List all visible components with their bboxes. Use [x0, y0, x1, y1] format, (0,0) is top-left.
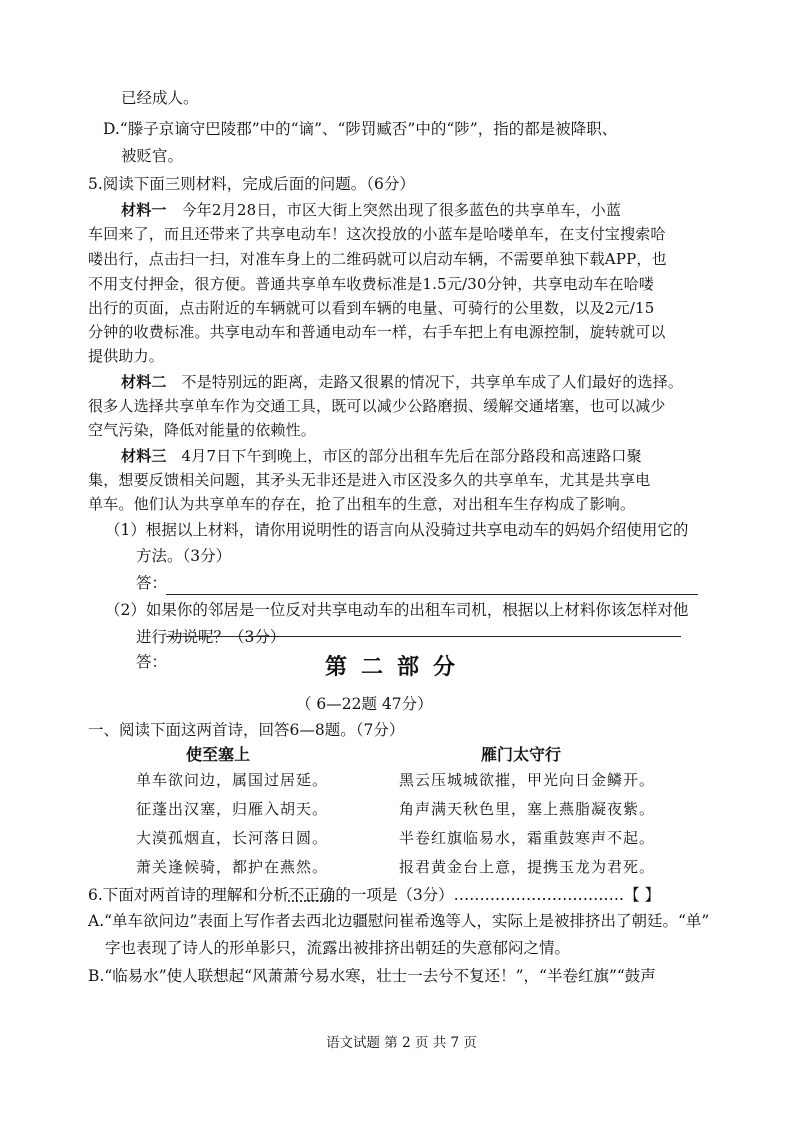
- q6-stem-pre: 6.下面对两首诗的理解和分析: [88, 886, 289, 904]
- page-footer: 语文试题 第 2 页 共 7 页: [326, 1035, 477, 1051]
- q6-stem: [88, 885, 660, 905]
- section-one-stem: 一、阅读下面这两首诗，回答6—8题。（7分）: [88, 721, 405, 739]
- part-two-range: （ 6—22题 47分）: [296, 695, 433, 713]
- q5-sub1-line1: （1）根据以上材料，请你用说明性的语言向从没骑过共享电动车的妈妈介绍使用它的: [105, 521, 689, 539]
- material-3-line1: [121, 446, 642, 466]
- q4-option-c-tail: 已经成人。: [121, 89, 199, 107]
- q6-option-a-line1: A.“单车欲问边”表面上写作者去西北边疆慰问崔希逸等人，实际上是被排挤出了朝廷。“单”: [88, 912, 710, 930]
- material-2-line2: 很多人选择共享单车作为交通工具，既可以减少公路磨损、缓解交通堵塞，也可以减少: [88, 397, 666, 415]
- poem-2-title: 雁门太守行: [481, 745, 562, 764]
- material-1-text: 今年2月28日，市区大街上突然出现了很多蓝色的共享单车，小蓝: [181, 201, 622, 219]
- q5-stem: 5.阅读下面三则材料，完成后面的问题。（6分）: [88, 175, 415, 193]
- material-2-line1: [121, 372, 683, 392]
- poem-2-line-4: 报君黄金台上意，提携玉龙为君死。: [399, 858, 656, 876]
- material-1-label: 材料一: [121, 201, 167, 219]
- q6-stem-post: 的一项是（3分）……………………………【 】: [335, 886, 661, 904]
- answer-label-2: 答：: [136, 653, 168, 671]
- material-1-line6: 分钟的收费标准。共享电动车和普通电动车一样，右手车把上有电源控制，旋转就可以: [88, 323, 666, 341]
- material-3-line3: 单车。他们认为共享单车的存在，抢了出租车的生意，对出租车生存构成了影响。: [88, 495, 636, 513]
- material-1-line4: 不用支付押金，很方便。普通共享单车收费标准是1.5元/30分钟，共享电动车在哈喽: [88, 275, 654, 293]
- material-2-line3: 空气污染，降低对能量的依赖性。: [88, 421, 317, 439]
- q6-stem-emphasis: 不正确: [288, 886, 336, 904]
- q4-option-d-line2: 被贬官。: [121, 147, 184, 165]
- material-1-line3: 喽出行，点击扫一扫，对准车身上的二维码就可以启动车辆，不需要单独下载APP，也: [88, 250, 667, 268]
- material-1-line2: 车回来了，而且还带来了共享电动车！这次投放的小蓝车是哈喽单车，在支付宝搜索哈: [88, 225, 666, 243]
- answer-line-2[interactable]: [166, 636, 681, 637]
- poem-1-line-1: 单车欲问边，属国过居延。: [136, 771, 329, 789]
- material-3-label: 材料三: [121, 447, 167, 465]
- q4-option-d-line1: D.“滕子京谪守巴陵郡”中的“谪”、“陟罚臧否”中的“陟”，指的都是被降职、: [103, 120, 618, 138]
- material-1-line7: 提供助力。: [88, 347, 165, 365]
- answer-line-1[interactable]: [166, 594, 698, 595]
- material-2-text: 不是特别远的距离，走路又很累的情况下，共享单车成了人们最好的选择。: [181, 373, 684, 391]
- poem-1-line-3: 大漠孤烟直，长河落日圆。: [136, 829, 329, 847]
- q5-sub1-line2: 方法。（3分）: [136, 547, 232, 565]
- q6-option-b-line1: B.“临易水”使人联想起“风萧萧兮易水寒，壮士一去兮不复还！”，“半卷红旗”“鼓声: [88, 967, 656, 985]
- q6-option-a-line2: 字也表现了诗人的形单影只，流露出被排挤出朝廷的失意郁闷之情。: [105, 939, 571, 957]
- poem-2-line-3: 半卷红旗临易水，霜重鼓寒声不起。: [399, 829, 656, 847]
- poem-1-line-4: 萧关逢候骑，都护在燕然。: [136, 858, 329, 876]
- material-3-line2: 集，想要反馈相关问题，其矛头无非还是进入市区没多久的共享单车，尤其是共享电: [88, 471, 651, 489]
- poem-2-line-1: 黑云压城城欲摧，甲光向日金鳞开。: [399, 771, 656, 789]
- q5-sub2-line2: 进行劝说呢？（3分）: [136, 628, 286, 646]
- poem-1-line-2: 征蓬出汉塞，归雁入胡天。: [136, 800, 329, 818]
- material-1-line5: 出行的页面，点击附近的车辆就可以看到车辆的电量、可骑行的公里数，以及2元/15: [88, 299, 655, 317]
- part-two-title: 第二部分: [325, 654, 470, 680]
- material-2-label: 材料二: [121, 373, 167, 391]
- q5-sub2-line1: （2）如果你的邻居是一位反对共享电动车的出租车司机，根据以上材料你该怎样对他: [105, 601, 689, 619]
- material-1-line1: [121, 200, 621, 220]
- material-3-text: 4月7日下午到晚上，市区的部分出租车先后在部分路段和高速路口聚: [181, 447, 642, 465]
- poem-2-line-2: 角声满天秋色里，塞上燕脂凝夜紫。: [399, 800, 656, 818]
- poem-1-title: 使至塞上: [186, 745, 251, 764]
- answer-label-1: 答：: [136, 574, 168, 592]
